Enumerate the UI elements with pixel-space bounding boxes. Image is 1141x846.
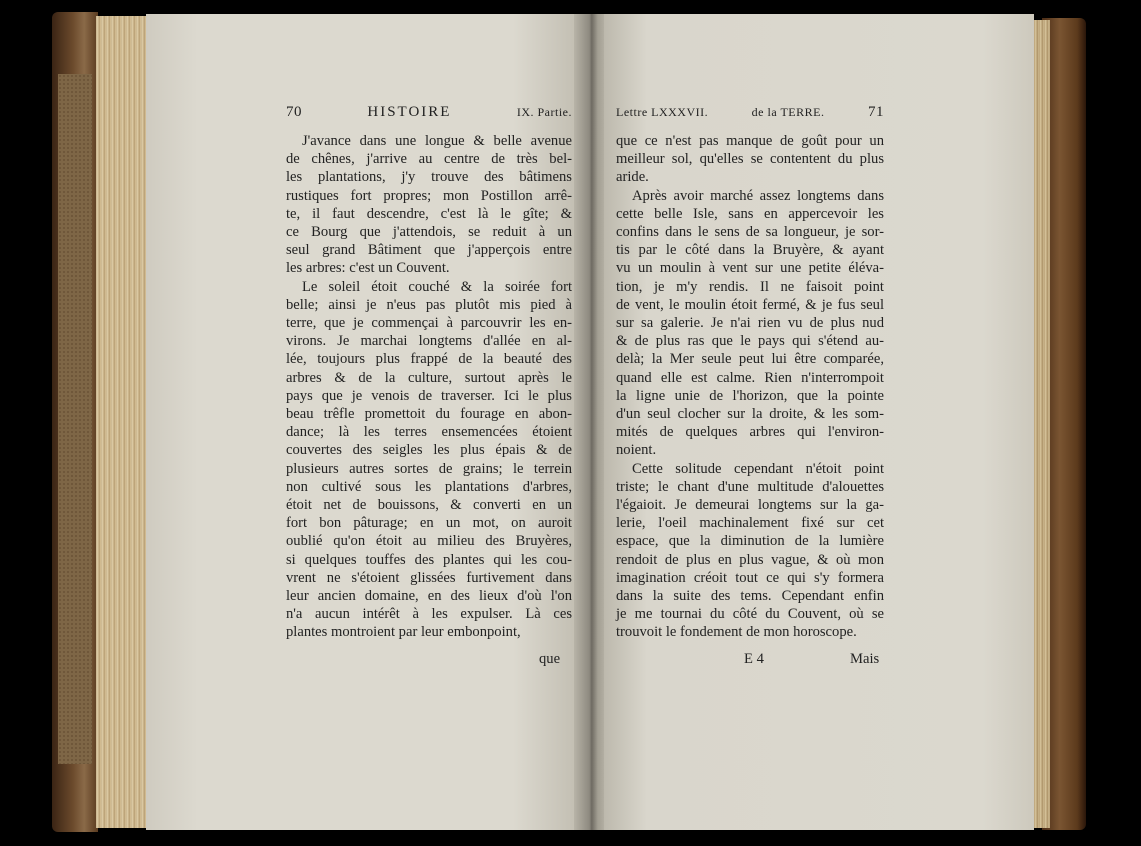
right-catchword: Mais [850, 651, 880, 667]
right-text-line: noient. [616, 442, 657, 459]
right-running-letter: Lettre LXXXVII. [616, 105, 709, 119]
left-text-line: belle; ainsi je n'eus pas plutôt mis pied à [286, 296, 572, 313]
right-text-line: quand elle est calme. Rien n'interrompoit [616, 369, 884, 386]
right-text-line: mités de quelques arbres qui l'environ- [616, 424, 884, 441]
left-text-line: plantes montroient par leur embonpoint, [286, 624, 521, 641]
right-text-line: delà; la Mer seule peut lui être comparée, [616, 351, 884, 368]
right-text-line: triste; le chant d'une multitude d'alouettes [616, 478, 884, 495]
left-running-part: IX. Partie. [516, 105, 572, 119]
left-text-line: Le soleil étoit couché & la soirée fort [302, 278, 572, 295]
right-text-line: espace, que la diminution de la lumière [616, 533, 884, 550]
left-running-head [286, 104, 572, 121]
left-text-line: rustiques fort propres; mon Postillon arrê- [286, 187, 572, 204]
left-text-line: couvertes des seigles les plus épais & de [286, 442, 572, 459]
right-signature: E 4 [744, 651, 764, 667]
left-text-line: n'a aucun intérêt à les expulser. Là ces [286, 606, 572, 623]
left-running-title: HISTOIRE [367, 104, 452, 120]
right-text-line: trouvoit le fondement de mon horoscope. [616, 624, 857, 641]
right-running-title: de la TERRE. [751, 105, 825, 119]
left-text-line: leur ancien domaine, en des lieux d'où l'on [286, 588, 572, 605]
right-text-line: la ligne unie de l'horizon, que la pointe [616, 387, 884, 404]
right-text-line: tis par le côté dans la Bruyère, & ayant [616, 242, 884, 259]
left-text-line: de chênes, j'arrive au centre de très bel- [286, 151, 572, 168]
left-page-number: 70 [286, 104, 302, 120]
left-text-line: étoit net de bouissons, & converti en un [286, 497, 572, 514]
left-text-line: beau trêfle promettoit du fourage en abon- [286, 406, 572, 423]
right-text-line: sur sa galerie. Je n'ai rien vu de plus nud [616, 315, 884, 332]
right-text-line: tion, je m'y rendis. Il ne faisoit point [616, 278, 884, 295]
right-text-line: de vent, le moulin étoit fermé, & je fus seul [616, 296, 884, 313]
right-page-number: 71 [867, 104, 884, 120]
left-text-line: seul grand Bâtiment que j'apperçois entre [286, 242, 572, 259]
right-text-line: l'égaioit. Je demeurai longtems sur la ga- [616, 497, 884, 514]
left-text-line: oublié qu'on étoit au milieu des Bruyères, [286, 533, 572, 550]
right-text-line: lerie, l'oeil machinalement fixé sur cet [616, 515, 884, 532]
right-text-line: & de plus ras que le pays qui s'étend au- [616, 333, 884, 350]
right-text-line: imagination créoit tout ce qui s'y formera [616, 569, 884, 586]
left-text-line: virons. Je marchai longtems d'allée en al- [286, 333, 572, 350]
left-cover-board [58, 74, 92, 764]
right-text-line: je me tournai du côté du Couvent, où se [616, 606, 884, 623]
right-text-line: meilleur sol, qu'elles se contentent du plus [616, 151, 884, 168]
right-body-text [616, 132, 884, 642]
right-text-line: cette belle Isle, sans en appercevoir les [616, 205, 884, 222]
right-text-line: aride. [616, 169, 649, 186]
left-page [146, 14, 578, 830]
left-text-line: te, il faut descendre, c'est là le gîte; & [286, 205, 572, 222]
right-text-line: d'un seul clocher sur la droite, & les som- [616, 406, 884, 423]
right-text-line: vu un moulin à vent sur une petite éléva- [616, 260, 884, 277]
left-text-line: les arbres: c'est un Couvent. [286, 260, 450, 277]
left-text-line: lée, toujours plus frappé de la beauté des [286, 351, 572, 368]
left-text-line: arbres & de la culture, surtout après le [286, 369, 572, 386]
left-text-line: pays que je venois de traverser. Ici le plus [286, 387, 572, 404]
right-running-head [616, 104, 884, 121]
right-text-line: rendoit de plus en plus vague, & où mon [616, 551, 884, 568]
left-page-edges [96, 16, 148, 828]
left-text-line: plusieurs autres sortes de grains; le terrein [286, 460, 572, 477]
left-text-line: J'avance dans une longue & belle avenue [302, 133, 572, 149]
right-text-line: confins dans le sens de sa longueur, je sor- [616, 224, 884, 241]
book-gutter [574, 14, 608, 830]
left-cover [52, 12, 98, 832]
right-text-line: Après avoir marché assez longtems dans [632, 187, 884, 204]
left-text-line: ce Bourg que j'attendois, se reduit à un [286, 224, 572, 241]
left-text-line: si quelques touffes des plantes qui les cou- [286, 551, 572, 568]
right-text-line: Cette solitude cependant n'étoit point [632, 460, 884, 477]
left-catchword: que [539, 651, 561, 667]
left-body-text [286, 132, 572, 642]
right-text-line: dans la suite des tems. Cependant enfin [616, 588, 884, 605]
left-text-line: vrent ne s'étoient glissées furtivement dans [286, 569, 572, 586]
open-book [52, 12, 1086, 832]
left-text-line: les plantations, j'y trouve des bâtimens [286, 169, 572, 186]
left-text-line: fort bon pâturage; en un mot, on auroit [286, 515, 572, 532]
left-text-line: non cultivé sous les plantations d'arbres, [286, 478, 572, 495]
left-text-line: terre, que je commençai à parcouvrir les en- [286, 315, 572, 332]
left-text-line: dance; là les terres ensemencées étoient [286, 424, 572, 441]
right-page [604, 14, 1034, 830]
right-text-line: que ce n'est pas manque de goût pour un [616, 133, 884, 149]
